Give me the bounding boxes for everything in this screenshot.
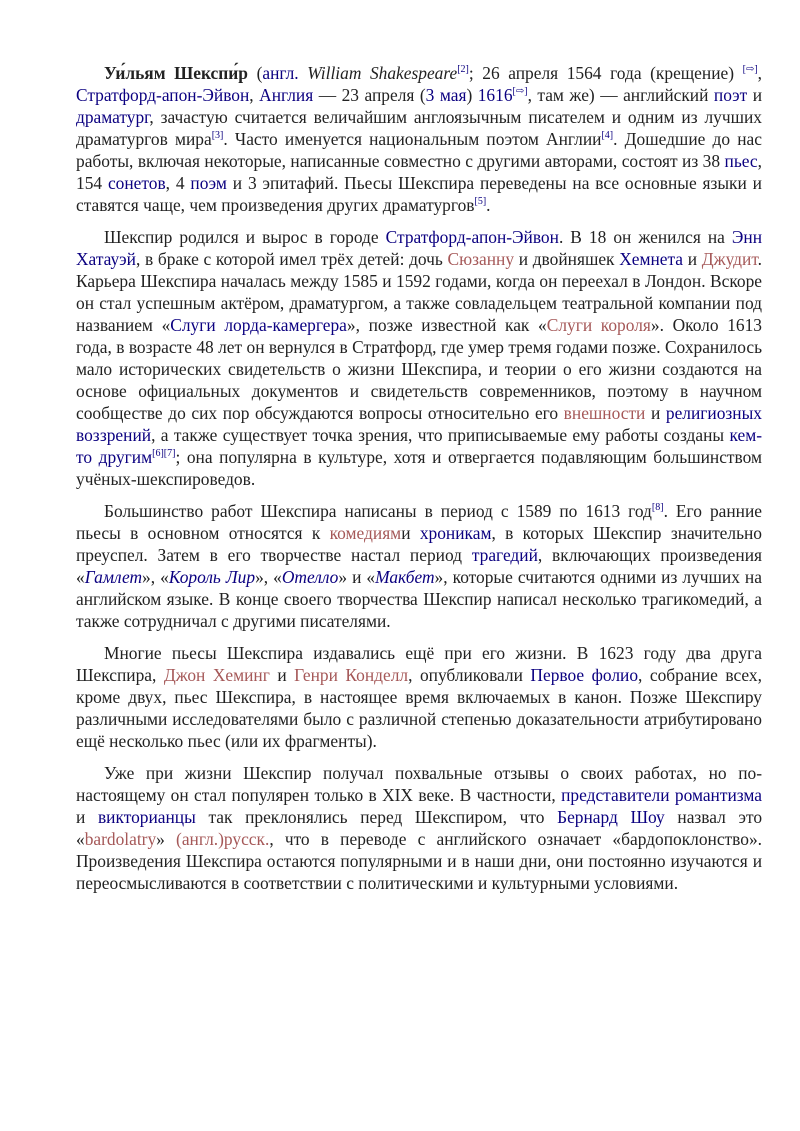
body-text: , в браке с которой имел трёх детей: дочь: [135, 249, 448, 269]
article-link[interactable]: Слуги лорда-камергера: [170, 315, 347, 335]
body-text: — 23 апреля (: [313, 85, 426, 105]
body-text: , собрание всех, кроме двух, пьес Шекспира, в настоящее время включаемых в канон. Позже Шекспиру различными исследователями было с различной степенью доказательности атрибутировано ещё несколько пьес (или их фрагменты).: [76, 665, 762, 751]
body-text: ,: [249, 85, 260, 105]
missing-article-link[interactable]: Сюзанну: [447, 249, 515, 269]
body-text: [299, 63, 308, 83]
body-text: . Карьера Шекспира началась между 1585 и 1592 годами, когда он переехал в Лондон. Вскоре он стал успешным актёром, драматургом, а также совладельцем театральной компании под названием «: [76, 249, 762, 335]
article-link[interactable]: поэм: [190, 173, 227, 193]
body-text: , зачастую считается величайшим англоязычным писателем и одним из лучших драматургов мира: [76, 107, 762, 149]
article-link[interactable]: англ.: [262, 63, 299, 83]
body-text: назвал это «: [76, 807, 763, 849]
body-text: ». Около 1613 года, в возрасте 48 лет он вернулся в Стратфорд, где умер тремя годами позже. Сохранилось мало исторических свидетельств о жизни Шекспира, и теории о его жизни создаются на основе официальных документов и свидетельств современников, поэтому в научном сообществе до сих пор обсуждаются вопросы относительно его: [76, 315, 762, 423]
article-paragraph: [76, 62, 762, 216]
article-link[interactable]: драматург: [76, 107, 150, 127]
article-link[interactable]: пьес: [724, 151, 758, 171]
body-text: . В 18 он женился на: [558, 227, 732, 247]
missing-article-link[interactable]: Слуги короля: [546, 315, 651, 335]
reference-link[interactable]: [⇨]: [742, 64, 758, 76]
article-link[interactable]: Стратфорд-апон-Эйвон: [76, 85, 250, 105]
article-paragraph: [76, 500, 762, 632]
reference-link[interactable]: [8]: [651, 502, 664, 514]
article-link[interactable]: 3 мая: [425, 85, 467, 105]
body-text: », «: [255, 567, 282, 587]
reference-link[interactable]: [6][7]: [152, 448, 176, 460]
reference-link[interactable]: [⇨]: [512, 86, 528, 98]
article-link[interactable]: хроникам: [419, 523, 492, 543]
body-text: » и «: [338, 567, 376, 587]
article-paragraph: [76, 642, 762, 752]
article-link[interactable]: сонетов: [107, 173, 166, 193]
body-text: и: [747, 85, 762, 105]
foreign-term: William Shakespeare: [307, 63, 458, 83]
body-text: и: [401, 523, 420, 543]
article-link[interactable]: Стратфорд-апон-Эйвон: [385, 227, 559, 247]
article-link[interactable]: Бернард Шоу: [557, 807, 665, 827]
article-link[interactable]: религиозных воззрений: [76, 403, 762, 445]
body-text: », позже известной как «: [346, 315, 547, 335]
body-text: . Дошедшие до нас работы, включая некоторые, написанные совместно с другими авторами, состоят из 38: [76, 129, 762, 171]
article-link[interactable]: Макбет: [375, 567, 435, 587]
article-paragraph: [76, 762, 762, 894]
article-link[interactable]: Энн Хатауэй: [76, 227, 763, 269]
body-text: , 154: [76, 151, 762, 193]
body-text: и 3 эпитафий. Пьесы Шекспира переведены на все основные языки и ставятся чаще, чем произведения других драматургов: [76, 173, 762, 215]
article-paragraph: [76, 226, 762, 490]
body-text: »: [156, 829, 177, 849]
missing-article-link[interactable]: Генри Конделл: [294, 665, 409, 685]
body-text: ; она популярна в культуре, хотя и отвергается подавляющим большинством учёных-шекспироведов.: [76, 447, 762, 489]
reference-link[interactable]: [2]: [457, 64, 469, 76]
body-text: , 4: [165, 173, 191, 193]
missing-article-link[interactable]: Джон Хеминг: [163, 665, 270, 685]
body-text: Шекспир родился и вырос в городе: [104, 227, 386, 247]
article-link[interactable]: Отелло: [281, 567, 339, 587]
body-text: Многие пьесы Шекспира издавались ещё при его жизни. В 1623 году два друга Шекспира,: [76, 643, 762, 685]
reference-link[interactable]: [5]: [474, 196, 487, 208]
body-text: , опубликовали: [408, 665, 531, 685]
article-link[interactable]: Гамлет: [84, 567, 143, 587]
missing-article-link[interactable]: (англ.)русск.: [176, 829, 270, 849]
body-text: и: [269, 665, 295, 685]
article-link[interactable]: кем-то другим: [76, 425, 762, 467]
missing-article-link[interactable]: внешности: [563, 403, 646, 423]
body-text: ; 26 апреля 1564 года (крещение): [468, 63, 743, 83]
article-link[interactable]: Хемнета: [619, 249, 684, 269]
body-text: », «: [142, 567, 169, 587]
body-text: , там же) — английский: [527, 85, 714, 105]
article-link[interactable]: поэт: [713, 85, 748, 105]
body-text: так преклонялись перед Шекспиром, что: [195, 807, 558, 827]
article-body: [76, 62, 762, 904]
article-link[interactable]: 1616: [477, 85, 513, 105]
article-link[interactable]: викторианцы: [97, 807, 196, 827]
body-text: , а также существует точка зрения, что приписываемые ему работы созданы: [151, 425, 730, 445]
body-text: », которые считаются одними из лучших на английском языке. В конце своего творчества Шекспир написал несколько трагикомедий, а также сотрудничал с другими писателями.: [76, 567, 762, 631]
body-text: ): [466, 85, 478, 105]
body-text: и: [76, 807, 98, 827]
body-text: , что в переводе с английского означает «бардопоклонство». Произведения Шекспира остаются популярными и в наши дни, они постоянно изучаются и переосмысливаются в соответствии с политическими и культурными условиями.: [76, 829, 762, 893]
body-text: (: [247, 63, 263, 83]
body-text: и: [645, 403, 666, 423]
reference-link[interactable]: [3]: [211, 130, 224, 142]
article-link[interactable]: Англия: [259, 85, 314, 105]
article-link[interactable]: трагедий: [471, 545, 538, 565]
article-title-term: Уи́льям Шекспи́р: [104, 63, 248, 83]
body-text: ,: [757, 63, 763, 83]
missing-article-link[interactable]: комедиям: [329, 523, 402, 543]
body-text: . Часто именуется национальным поэтом Англии: [223, 129, 602, 149]
body-text: . Его ранние пьесы в основном относятся к: [76, 501, 762, 543]
reference-link[interactable]: [4]: [601, 130, 614, 142]
article-link[interactable]: Король Лир: [168, 567, 256, 587]
missing-article-link[interactable]: bardolatry: [84, 829, 157, 849]
body-text: , включающих произведения «: [76, 545, 763, 587]
article-link[interactable]: представители романтизма: [561, 785, 762, 805]
article-link[interactable]: Первое фолио: [530, 665, 639, 685]
body-text: , в которых Шекспир значительно преуспел. Затем в его творчестве настал период: [76, 523, 762, 565]
body-text: Большинство работ Шекспира написаны в период с 1589 по 1613 год: [104, 501, 652, 521]
body-text: .: [486, 195, 491, 215]
missing-article-link[interactable]: Джудит: [701, 249, 758, 269]
body-text: и: [683, 249, 702, 269]
body-text: Уже при жизни Шекспир получал похвальные отзывы о своих работах, но по-настоящему он стал популярен только в XIX веке. В частности,: [76, 763, 762, 805]
body-text: и двойняшек: [514, 249, 620, 269]
